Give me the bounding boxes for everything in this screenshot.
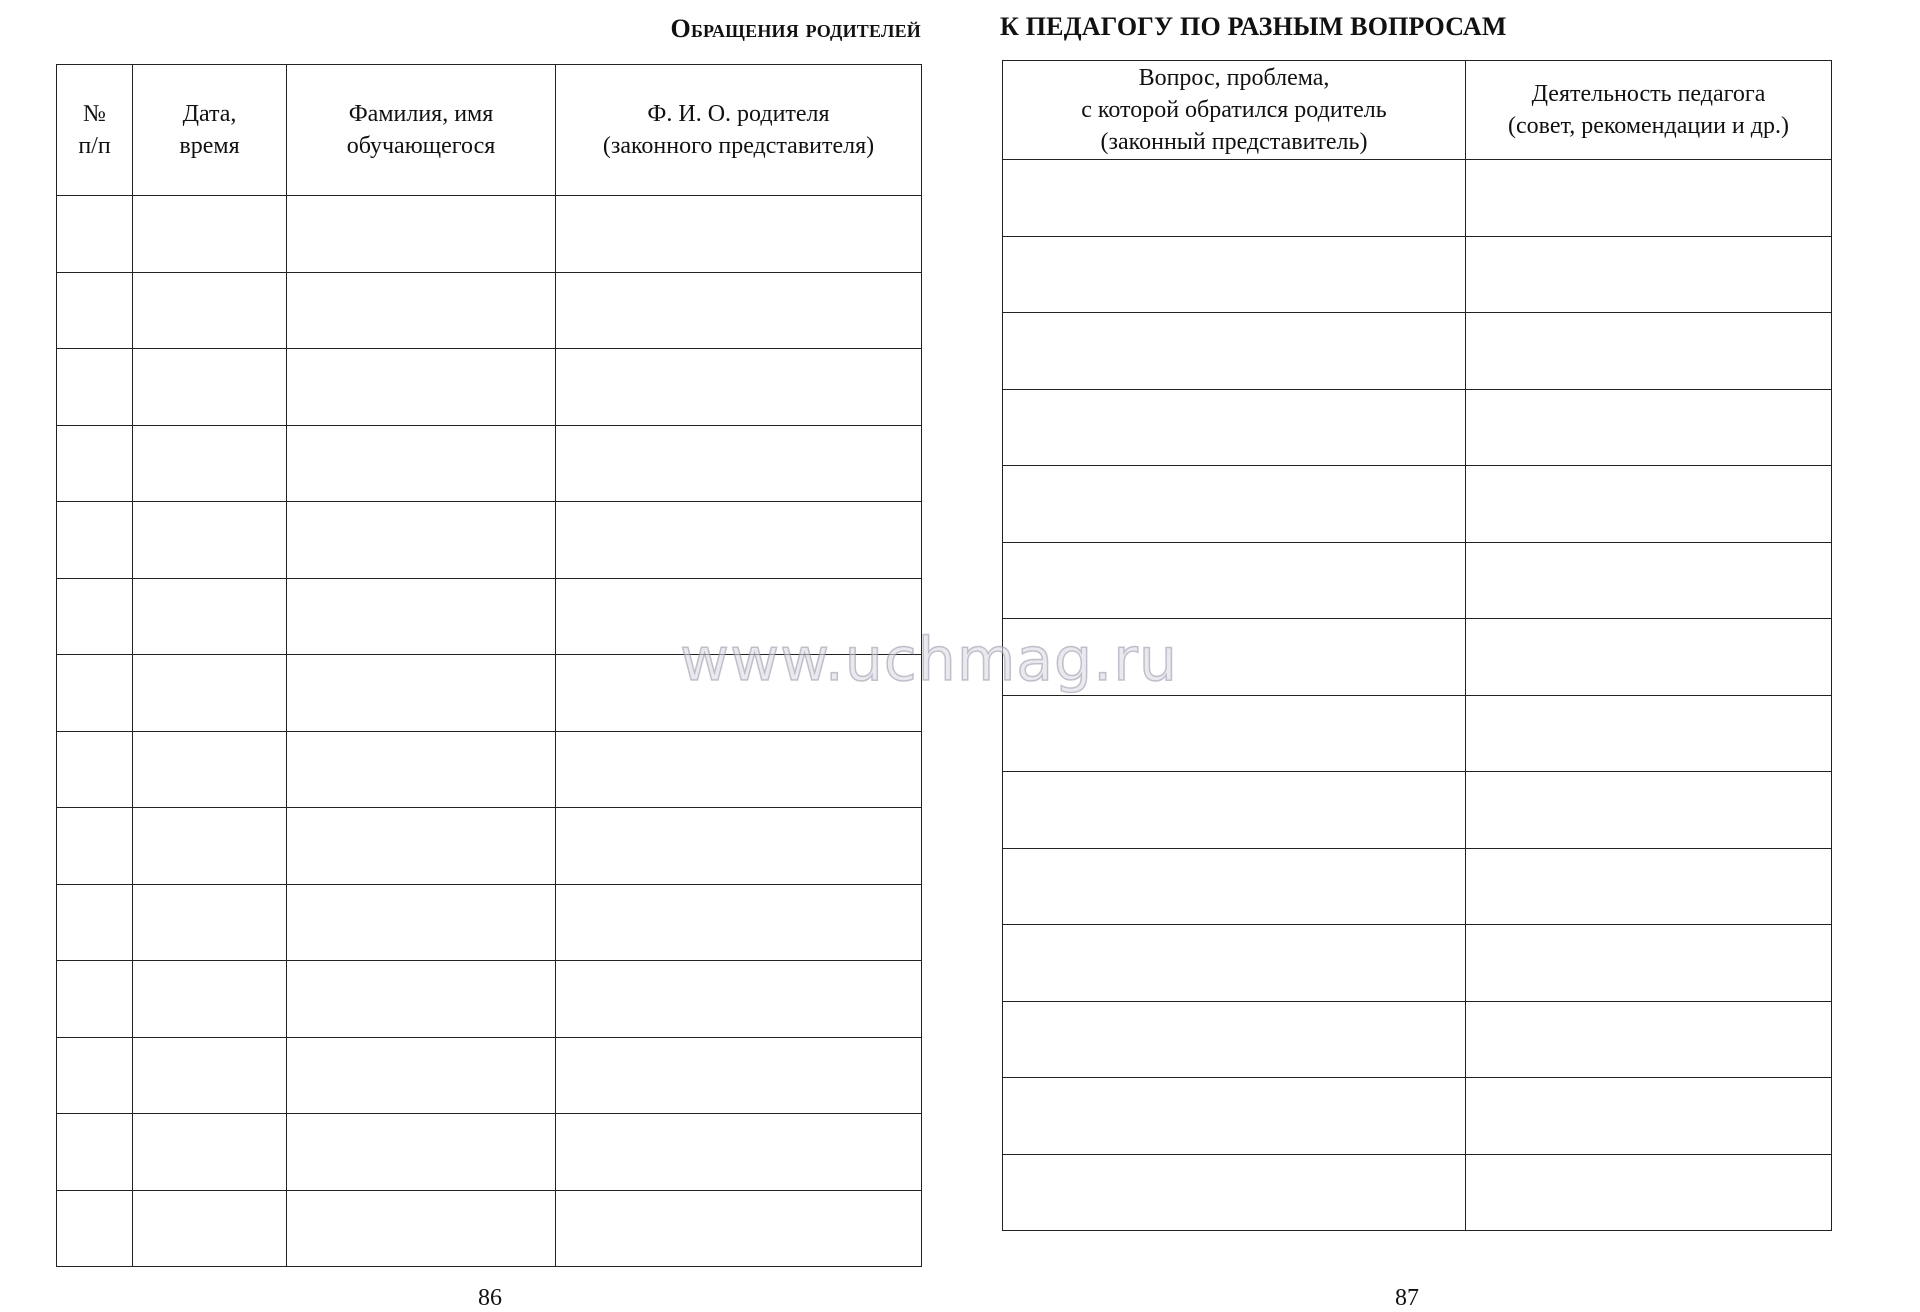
left-table-row — [57, 272, 922, 349]
right-table-row — [1003, 466, 1832, 543]
right-table-cell[interactable] — [1003, 1001, 1466, 1078]
left-table-cell[interactable] — [556, 731, 922, 808]
left-table-cell[interactable] — [57, 1037, 133, 1114]
right-table-row — [1003, 772, 1832, 849]
left-table-cell[interactable] — [556, 349, 922, 426]
right-table-cell[interactable] — [1466, 542, 1832, 619]
left-table-row — [57, 808, 922, 885]
left-table-cell[interactable] — [57, 425, 133, 502]
left-table-cell[interactable] — [287, 808, 556, 885]
left-table-cell[interactable] — [133, 1114, 287, 1191]
left-table-row — [57, 1114, 922, 1191]
right-table-cell[interactable] — [1466, 466, 1832, 543]
left-table-cell[interactable] — [57, 196, 133, 273]
right-table-cell[interactable] — [1003, 848, 1466, 925]
left-table-cell[interactable] — [287, 961, 556, 1038]
left-table-cell[interactable] — [287, 502, 556, 579]
left-table-cell[interactable] — [133, 272, 287, 349]
left-table-cell[interactable] — [556, 425, 922, 502]
left-table-cell[interactable] — [556, 1190, 922, 1267]
left-table-cell[interactable] — [57, 808, 133, 885]
left-table-row — [57, 502, 922, 579]
right-table-cell[interactable] — [1466, 160, 1832, 237]
right-table-cell[interactable] — [1003, 925, 1466, 1002]
right-table-cell[interactable] — [1466, 925, 1832, 1002]
left-table-cell[interactable] — [133, 425, 287, 502]
left-table-cell[interactable] — [133, 349, 287, 426]
left-table-cell[interactable] — [287, 1114, 556, 1191]
right-table-cell[interactable] — [1466, 619, 1832, 696]
right-table-row — [1003, 236, 1832, 313]
left-table-cell[interactable] — [287, 1190, 556, 1267]
right-table-cell[interactable] — [1466, 1154, 1832, 1231]
left-table-cell[interactable] — [133, 655, 287, 732]
right-table-cell[interactable] — [1003, 160, 1466, 237]
left-table-row — [57, 731, 922, 808]
right-table-row — [1003, 1078, 1832, 1155]
left-table-cell[interactable] — [57, 1190, 133, 1267]
right-table-row — [1003, 313, 1832, 390]
left-table-cell[interactable] — [287, 272, 556, 349]
left-table-cell[interactable] — [556, 272, 922, 349]
right-table-cell[interactable] — [1466, 389, 1832, 466]
right-table-row — [1003, 389, 1832, 466]
left-table-row — [57, 196, 922, 273]
left-table-cell[interactable] — [133, 884, 287, 961]
right-table-cell[interactable] — [1003, 389, 1466, 466]
right-table-cell[interactable] — [1466, 313, 1832, 390]
left-table-cell[interactable] — [133, 731, 287, 808]
left-table-row — [57, 884, 922, 961]
left-table-cell[interactable] — [556, 884, 922, 961]
left-table-cell[interactable] — [556, 502, 922, 579]
left-table-cell[interactable] — [287, 655, 556, 732]
column-header-number: № п/п — [57, 65, 133, 196]
right-table-cell[interactable] — [1466, 236, 1832, 313]
right-table-body — [1003, 160, 1832, 1231]
left-table-cell[interactable] — [57, 272, 133, 349]
left-table-body — [57, 196, 922, 1267]
left-table-cell[interactable] — [57, 578, 133, 655]
right-page-number: 87 — [1395, 1285, 1419, 1311]
left-table-cell[interactable] — [57, 884, 133, 961]
left-table-cell[interactable] — [57, 655, 133, 732]
right-table-cell[interactable] — [1003, 542, 1466, 619]
right-table-cell[interactable] — [1003, 1154, 1466, 1231]
left-table-cell[interactable] — [133, 808, 287, 885]
left-table-cell[interactable] — [57, 1114, 133, 1191]
right-table-cell[interactable] — [1466, 1078, 1832, 1155]
left-table-row — [57, 1037, 922, 1114]
right-table-cell[interactable] — [1466, 772, 1832, 849]
right-table-cell[interactable] — [1466, 848, 1832, 925]
left-table-row — [57, 961, 922, 1038]
left-table-cell[interactable] — [57, 349, 133, 426]
left-table-cell[interactable] — [133, 1190, 287, 1267]
right-table-row — [1003, 160, 1832, 237]
left-table-row — [57, 425, 922, 502]
watermark: www.uchmag.ru — [680, 625, 1178, 695]
left-table-cell[interactable] — [556, 1037, 922, 1114]
left-page-title: Обращения родителей — [670, 14, 921, 43]
left-table-cell[interactable] — [57, 731, 133, 808]
right-table-cell[interactable] — [1466, 695, 1832, 772]
left-table-row — [57, 349, 922, 426]
left-table-cell[interactable] — [556, 961, 922, 1038]
column-header-question-problem: Вопрос, проблема, с которой обратился родитель (законный представитель) — [1003, 61, 1466, 160]
left-table-cell[interactable] — [57, 961, 133, 1038]
right-table-cell[interactable] — [1003, 313, 1466, 390]
right-table-cell[interactable] — [1003, 772, 1466, 849]
column-header-parent-name: Ф. И. О. родителя (законного представителя) — [556, 65, 922, 196]
left-table-cell[interactable] — [133, 961, 287, 1038]
left-table-cell[interactable] — [287, 425, 556, 502]
column-header-teacher-activity: Деятельность педагога (совет, рекомендации и др.) — [1466, 61, 1832, 160]
left-table-cell[interactable] — [556, 808, 922, 885]
left-table-cell[interactable] — [287, 884, 556, 961]
column-header-student-name: Фамилия, имя обучающегося — [287, 65, 556, 196]
left-table-row — [57, 1190, 922, 1267]
right-table-row — [1003, 1001, 1832, 1078]
right-table-row — [1003, 848, 1832, 925]
left-table-cell[interactable] — [57, 502, 133, 579]
left-table-cell[interactable] — [133, 578, 287, 655]
right-table-cell[interactable] — [1003, 466, 1466, 543]
left-table-cell[interactable] — [287, 731, 556, 808]
left-table-cell[interactable] — [287, 578, 556, 655]
left-table-cell[interactable] — [133, 196, 287, 273]
right-table-header-row — [1003, 61, 1832, 160]
right-table-row — [1003, 695, 1832, 772]
left-page-number: 86 — [478, 1285, 502, 1311]
left-table-cell[interactable] — [556, 196, 922, 273]
left-table-cell[interactable] — [556, 1114, 922, 1191]
right-table-cell[interactable] — [1466, 1001, 1832, 1078]
right-table-row — [1003, 925, 1832, 1002]
left-table-cell[interactable] — [287, 1037, 556, 1114]
left-table-cell[interactable] — [133, 1037, 287, 1114]
left-table-cell[interactable] — [287, 196, 556, 273]
left-table-cell[interactable] — [133, 502, 287, 579]
right-table-row — [1003, 1154, 1832, 1231]
right-table-cell[interactable] — [1003, 1078, 1466, 1155]
right-table-cell[interactable] — [1003, 236, 1466, 313]
left-table-cell[interactable] — [287, 349, 556, 426]
right-table-cell[interactable] — [1003, 695, 1466, 772]
right-page-title: К ПЕДАГОГУ ПО РАЗНЫМ ВОПРОСАМ — [1000, 12, 1507, 41]
left-table-header-row — [57, 65, 922, 196]
column-header-date-time: Дата, время — [133, 65, 287, 196]
right-table-row — [1003, 542, 1832, 619]
